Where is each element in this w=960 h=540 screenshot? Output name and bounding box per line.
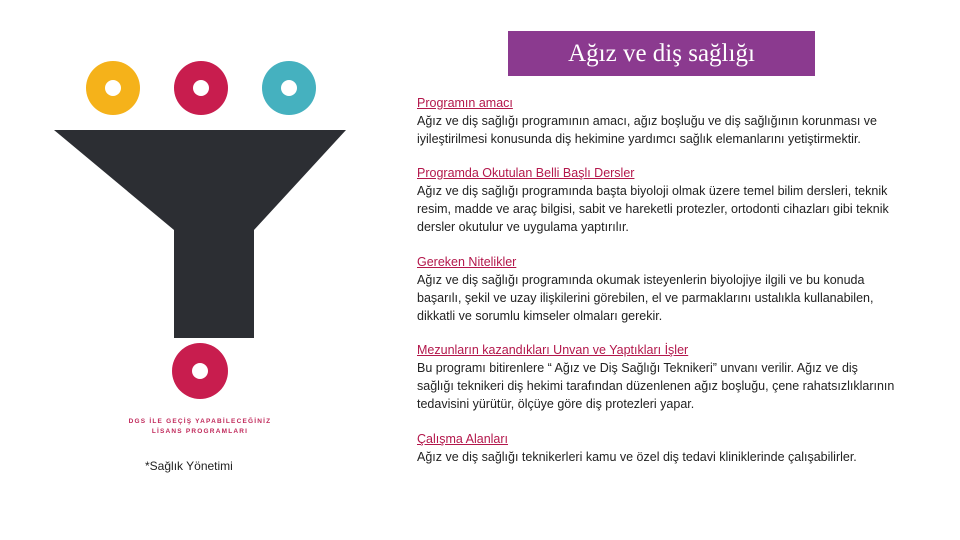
section-body: Bu programı bitirenlere “ Ağız ve Diş Sağlığı Teknikeri” unvanı verilir. Ağız ve diş sağlığı teknikeri diş hekimi tarafından düzenlenen ağız boşluğu, çene rahatsızlıklarının tedavisini yürütür, ölçüye göre diş protezleri yapar. xyxy=(417,361,895,411)
section-heading: Gereken Nitelikler xyxy=(417,255,517,269)
section-body: Ağız ve diş sağlığı programında okumak isteyenlerin biyolojiye ilgili ve bu konuda başarılı, şekil ve uzay ilişkilerini görebilen, el ve parmaklarını ustalıkla kullanabilen, dikkatli ve sorumlu kimseler olmaları gerekir. xyxy=(417,273,874,323)
dgs-programs-label xyxy=(110,417,290,437)
section-heading: Çalışma Alanları xyxy=(417,432,509,446)
dgs-label-line2: LİSANS PROGRAMLARI xyxy=(151,428,249,435)
section-body: Ağız ve diş sağlığı programının amacı, ağız boşluğu ve diş sağlığının korunması ve iyileştirilmesi konusunda diş hekimine yardımcı sağlık elemanlarını yetiştirmektir. xyxy=(417,114,877,146)
section-heading: Programın amacı xyxy=(417,96,513,110)
section-unvan xyxy=(417,342,897,413)
title-box xyxy=(508,31,815,76)
red-circle-icon xyxy=(174,61,228,115)
section-heading: Programda Okutulan Belli Başlı Dersler xyxy=(417,166,635,180)
section-body: Ağız ve diş sağlığı teknikerleri kamu ve özel diş tedavi kliniklerinde çalışabilirler. xyxy=(417,450,857,464)
page-title: Ağız ve diş sağlığı xyxy=(568,39,755,67)
section-nitelikler xyxy=(417,254,897,325)
section-calisma xyxy=(417,431,897,466)
funnel-icon xyxy=(54,130,354,340)
section-dersler xyxy=(417,165,897,236)
section-amac xyxy=(417,95,897,148)
section-heading: Mezunların kazandıkları Unvan ve Yaptıkları İşler xyxy=(417,343,689,357)
yellow-circle-icon xyxy=(86,61,140,115)
red-circle-bottom-icon xyxy=(172,343,228,399)
dgs-label-line1: DGS İLE GEÇİŞ YAPABİLECEĞİNİZ xyxy=(128,418,272,425)
teal-circle-icon xyxy=(262,61,316,115)
program-note: *Sağlık Yönetimi xyxy=(145,459,233,473)
section-body: Ağız ve diş sağlığı programında başta biyoloji olmak üzere temel bilim dersleri, teknik resim, madde ve araç bilgisi, sabit ve hareketli protezler, ortodonti cihazları gibi teknik dersler okutulur ve uygulama yaptırılır. xyxy=(417,184,889,234)
info-sections xyxy=(417,95,897,466)
